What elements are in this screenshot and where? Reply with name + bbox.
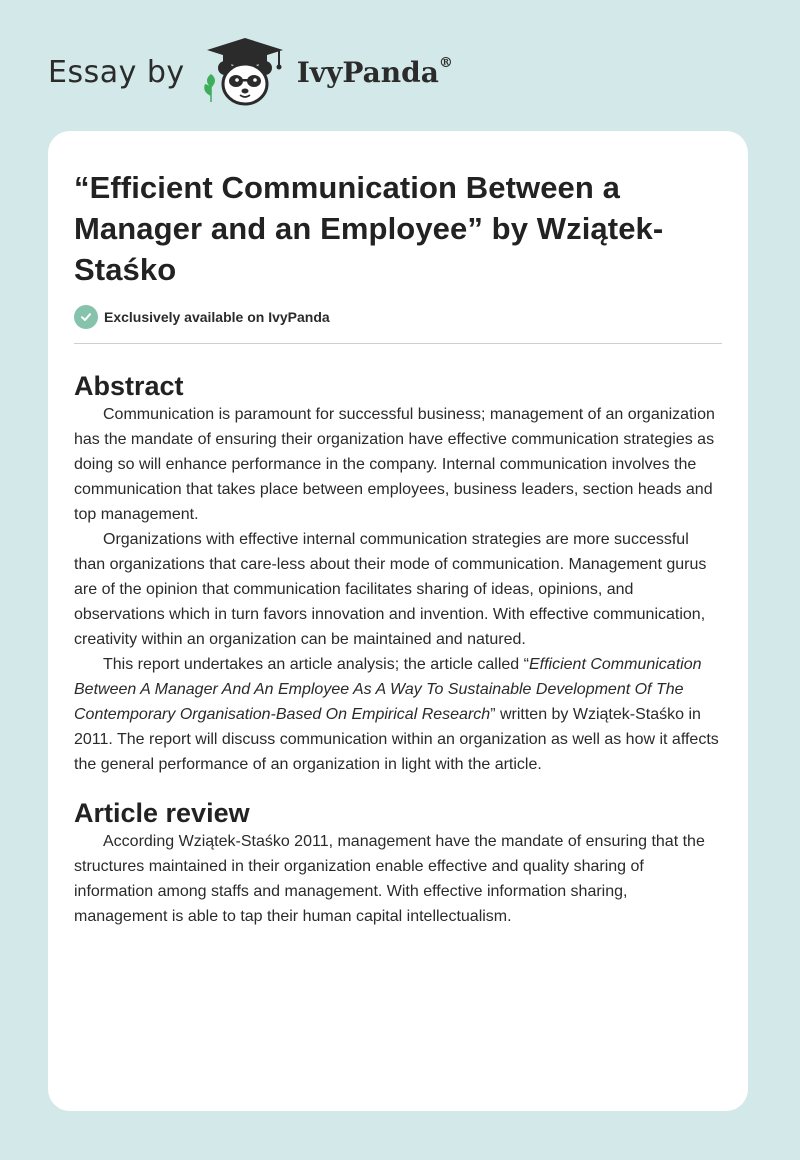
registered-mark: ® (438, 55, 453, 72)
check-circle-icon (74, 305, 98, 329)
essay-card (48, 131, 748, 1111)
review-paragraph-1: According Wziątek-Staśko 2011, management have the mandate of ensuring that the structures maintained in their organization enable effective and quality sharing of information among staffs and management. With effective information sharing, management is able to tap their human capital intellectualism. (74, 833, 705, 925)
brand-text: IvyPanda (296, 55, 439, 89)
site-header (48, 36, 453, 108)
cited-article-title: Efficient Communication Between A Manager And An Employee As A Way To Sustainable Development Of The Contemporary Organisation-Based On Empirical Research (74, 656, 702, 723)
exclusive-badge (74, 304, 722, 330)
exclusive-label: Exclusively available on IvyPanda (104, 309, 330, 325)
essay-content (74, 167, 722, 929)
essay-by-label: Essay by (48, 54, 185, 90)
abstract-heading: Abstract (74, 371, 184, 401)
p3-text-before: This report undertakes an article analysis; the article called “ (103, 656, 529, 673)
panda-graduate-icon[interactable] (199, 36, 291, 108)
essay-title: “Efficient Communication Between a Manager and an Employee” by Wziątek-Staśko (74, 170, 664, 287)
abstract-paragraph-2: Organizations with effective internal communication strategies are more successful than organizations that care-less about their mode of communication. Management gurus are of the opinion that communication facilitates sharing of ideas, opinions, and observations which in turn favors innovation and invention. With effective communication, creativity within an organization can be maintained and natured. (74, 531, 707, 648)
abstract-paragraph-1: Communication is paramount for successful business; management of an organization has the mandate of ensuring their organization have effective communication strategies as doing so will enhance performance in the company. Internal communication involves the communication that takes place between employees, business leaders, section heads and top management. (74, 406, 715, 523)
article-review-heading: Article review (74, 798, 250, 828)
divider (74, 343, 722, 344)
abstract-paragraph-3 (74, 652, 722, 777)
p3-text-after: ” written by Wziątek-Staśko in 2011. The report will discuss communication within an organization as well as how it affects the general performance of an organization in light with the article. (74, 706, 719, 773)
brand-name[interactable] (297, 56, 453, 89)
